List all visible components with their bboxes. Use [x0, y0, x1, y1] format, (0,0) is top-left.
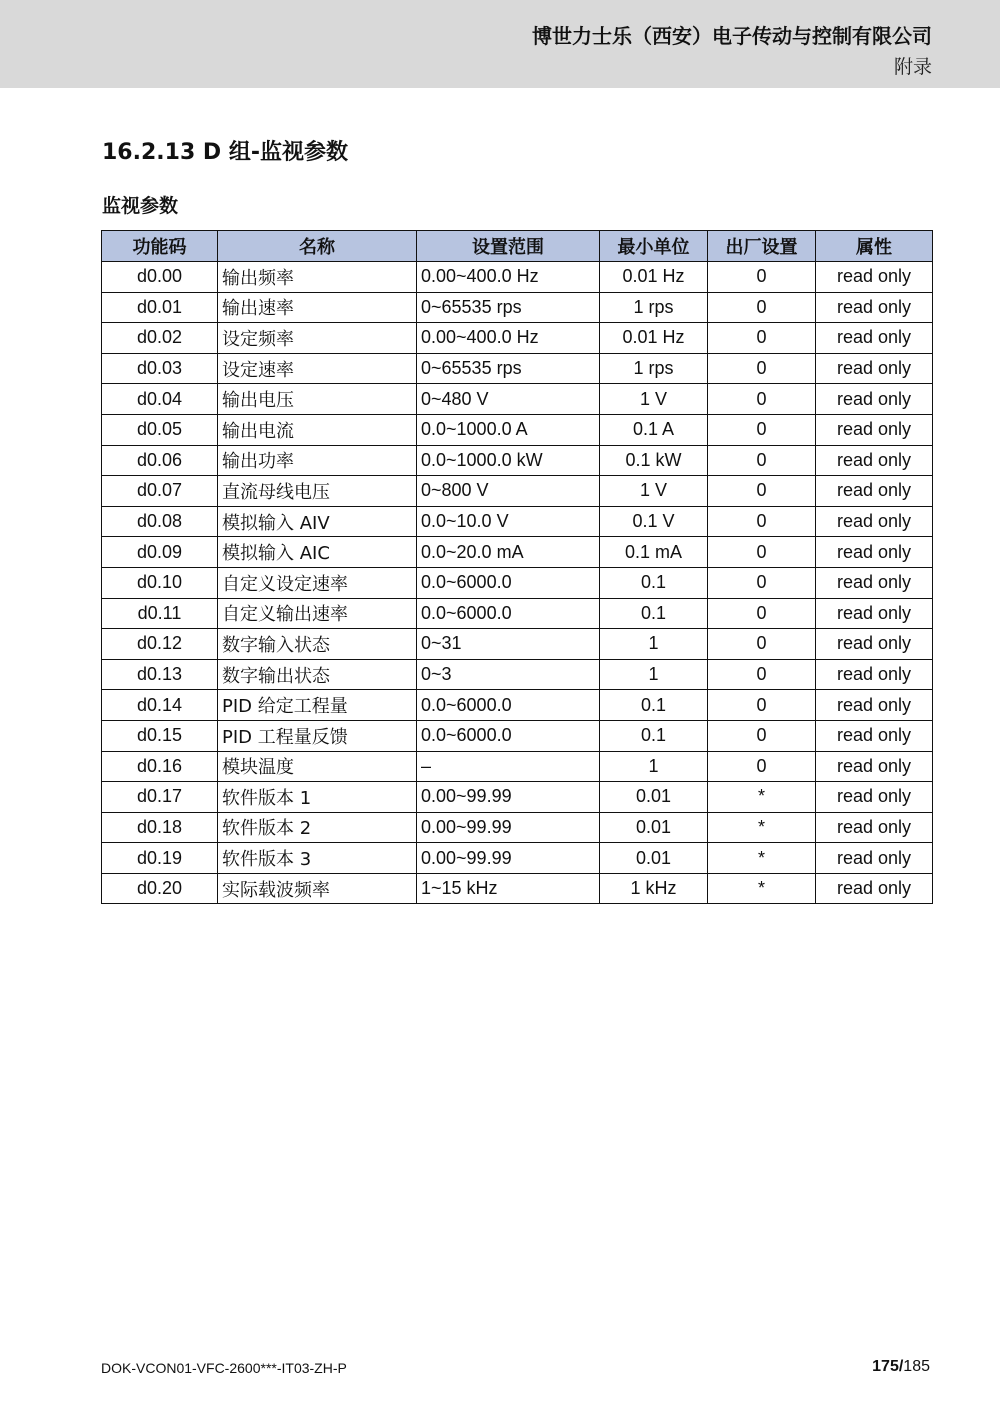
cell-factory: 0	[708, 445, 816, 476]
cell-factory: *	[708, 843, 816, 874]
cell-factory: 0	[708, 476, 816, 507]
cell-attribute: read only	[816, 353, 933, 384]
table-body	[102, 262, 933, 904]
cell-factory: 0	[708, 353, 816, 384]
cell-name: 软件版本 2	[218, 812, 417, 843]
cell-unit: 0.1 mA	[600, 537, 708, 568]
cell-attribute: read only	[816, 873, 933, 904]
cell-factory: 0	[708, 720, 816, 751]
company-name: 博世力士乐（西安）电子传动与控制有限公司	[532, 24, 932, 48]
cell-unit: 0.1	[600, 567, 708, 598]
cell-code: d0.09	[102, 537, 218, 568]
cell-code: d0.05	[102, 414, 218, 445]
cell-attribute: read only	[816, 262, 933, 293]
header-band	[0, 0, 1000, 88]
cell-code: d0.19	[102, 843, 218, 874]
cell-factory: 0	[708, 659, 816, 690]
column-header-code: 功能码	[102, 231, 218, 262]
cell-range: 0.0~20.0 mA	[417, 537, 600, 568]
subsection-title: 监视参数	[102, 195, 179, 217]
cell-name: 输出电压	[218, 384, 417, 415]
cell-unit: 0.1 V	[600, 506, 708, 537]
cell-code: d0.04	[102, 384, 218, 415]
table-row	[102, 598, 933, 629]
section-title: 16.2.13 D 组-监视参数	[102, 140, 348, 165]
cell-factory: 0	[708, 414, 816, 445]
cell-unit: 0.1 kW	[600, 445, 708, 476]
cell-code: d0.08	[102, 506, 218, 537]
column-header-attribute: 属性	[816, 231, 933, 262]
table-row	[102, 567, 933, 598]
table-row	[102, 873, 933, 904]
table-row	[102, 323, 933, 354]
cell-unit: 0.01 Hz	[600, 262, 708, 293]
column-header-unit: 最小单位	[600, 231, 708, 262]
cell-range: 0~65535 rps	[417, 353, 600, 384]
cell-factory: 0	[708, 690, 816, 721]
table-row	[102, 262, 933, 293]
document-id: DOK-VCON01-VFC-2600***-IT03-ZH-P	[101, 1360, 347, 1376]
cell-range: 0~480 V	[417, 384, 600, 415]
cell-unit: 1	[600, 751, 708, 782]
table-row	[102, 414, 933, 445]
cell-attribute: read only	[816, 843, 933, 874]
cell-factory: 0	[708, 629, 816, 660]
cell-attribute: read only	[816, 598, 933, 629]
cell-range: 0.0~6000.0	[417, 567, 600, 598]
cell-attribute: read only	[816, 506, 933, 537]
cell-attribute: read only	[816, 445, 933, 476]
cell-name: 模拟输入 AIV	[218, 506, 417, 537]
cell-attribute: read only	[816, 323, 933, 354]
cell-range: 1~15 kHz	[417, 873, 600, 904]
cell-code: d0.10	[102, 567, 218, 598]
cell-code: d0.07	[102, 476, 218, 507]
page-total: 185	[903, 1358, 930, 1375]
cell-code: d0.20	[102, 873, 218, 904]
cell-attribute: read only	[816, 720, 933, 751]
cell-attribute: read only	[816, 812, 933, 843]
cell-range: 0.00~99.99	[417, 782, 600, 813]
cell-unit: 1	[600, 659, 708, 690]
cell-unit: 1	[600, 629, 708, 660]
cell-unit: 0.1	[600, 720, 708, 751]
cell-range: 0.00~400.0 Hz	[417, 323, 600, 354]
cell-code: d0.14	[102, 690, 218, 721]
cell-name: 自定义输出速率	[218, 598, 417, 629]
cell-unit: 1 rps	[600, 292, 708, 323]
cell-range: 0.00~99.99	[417, 843, 600, 874]
table-row	[102, 782, 933, 813]
cell-code: d0.02	[102, 323, 218, 354]
cell-factory: 0	[708, 262, 816, 293]
cell-attribute: read only	[816, 659, 933, 690]
cell-factory: 0	[708, 323, 816, 354]
cell-factory: 0	[708, 567, 816, 598]
cell-unit: 0.01	[600, 843, 708, 874]
cell-range: 0.0~1000.0 A	[417, 414, 600, 445]
cell-factory: *	[708, 873, 816, 904]
cell-name: 模拟输入 AIC	[218, 537, 417, 568]
cell-attribute: read only	[816, 292, 933, 323]
cell-unit: 0.1 A	[600, 414, 708, 445]
cell-unit: 1 V	[600, 384, 708, 415]
table-row	[102, 843, 933, 874]
cell-name: 软件版本 3	[218, 843, 417, 874]
cell-range: 0~3	[417, 659, 600, 690]
cell-range: 0.0~6000.0	[417, 720, 600, 751]
cell-unit: 0.01	[600, 812, 708, 843]
table-row	[102, 353, 933, 384]
cell-unit: 0.01 Hz	[600, 323, 708, 354]
cell-code: d0.11	[102, 598, 218, 629]
table-row	[102, 690, 933, 721]
cell-range: 0.0~10.0 V	[417, 506, 600, 537]
cell-code: d0.06	[102, 445, 218, 476]
cell-range: 0~800 V	[417, 476, 600, 507]
cell-unit: 1 kHz	[600, 873, 708, 904]
page-current: 175/	[872, 1358, 904, 1375]
cell-attribute: read only	[816, 751, 933, 782]
table-row	[102, 629, 933, 660]
cell-range: 0.00~99.99	[417, 812, 600, 843]
table-row	[102, 506, 933, 537]
cell-factory: 0	[708, 384, 816, 415]
cell-name: 输出速率	[218, 292, 417, 323]
table-row	[102, 751, 933, 782]
cell-name: 输出频率	[218, 262, 417, 293]
column-header-factory: 出厂设置	[708, 231, 816, 262]
cell-attribute: read only	[816, 384, 933, 415]
cell-name: 输出功率	[218, 445, 417, 476]
table-row	[102, 720, 933, 751]
cell-name: 直流母线电压	[218, 476, 417, 507]
cell-attribute: read only	[816, 476, 933, 507]
cell-attribute: read only	[816, 690, 933, 721]
cell-name: 自定义设定速率	[218, 567, 417, 598]
cell-attribute: read only	[816, 782, 933, 813]
cell-code: d0.12	[102, 629, 218, 660]
cell-factory: 0	[708, 598, 816, 629]
table-row	[102, 812, 933, 843]
section-label: 附录	[893, 56, 932, 78]
cell-attribute: read only	[816, 629, 933, 660]
cell-name: 软件版本 1	[218, 782, 417, 813]
page-number	[872, 1358, 930, 1376]
cell-factory: 0	[708, 751, 816, 782]
cell-factory: 0	[708, 292, 816, 323]
cell-name: PID 给定工程量	[218, 690, 417, 721]
table-row	[102, 292, 933, 323]
cell-unit: 0.01	[600, 782, 708, 813]
cell-code: d0.16	[102, 751, 218, 782]
cell-name: 实际载波频率	[218, 873, 417, 904]
cell-name: 输出电流	[218, 414, 417, 445]
table-row	[102, 659, 933, 690]
cell-range: 0.00~400.0 Hz	[417, 262, 600, 293]
cell-name: PID 工程量反馈	[218, 720, 417, 751]
cell-name: 数字输入状态	[218, 629, 417, 660]
cell-attribute: read only	[816, 537, 933, 568]
cell-factory: 0	[708, 506, 816, 537]
table-row	[102, 537, 933, 568]
column-header-name: 名称	[218, 231, 417, 262]
cell-attribute: read only	[816, 567, 933, 598]
cell-unit: 0.1	[600, 690, 708, 721]
cell-range: –	[417, 751, 600, 782]
cell-factory: *	[708, 812, 816, 843]
cell-code: d0.13	[102, 659, 218, 690]
cell-code: d0.18	[102, 812, 218, 843]
cell-range: 0.0~6000.0	[417, 690, 600, 721]
cell-name: 数字输出状态	[218, 659, 417, 690]
cell-code: d0.03	[102, 353, 218, 384]
cell-unit: 1 V	[600, 476, 708, 507]
cell-code: d0.17	[102, 782, 218, 813]
cell-name: 模块温度	[218, 751, 417, 782]
table-row	[102, 445, 933, 476]
cell-code: d0.00	[102, 262, 218, 293]
table-row	[102, 476, 933, 507]
cell-name: 设定速率	[218, 353, 417, 384]
cell-factory: 0	[708, 537, 816, 568]
cell-range: 0.0~1000.0 kW	[417, 445, 600, 476]
cell-name: 设定频率	[218, 323, 417, 354]
table-header-row	[102, 231, 933, 262]
cell-attribute: read only	[816, 414, 933, 445]
cell-range: 0.0~6000.0	[417, 598, 600, 629]
column-header-range: 设置范围	[417, 231, 600, 262]
cell-code: d0.15	[102, 720, 218, 751]
monitor-parameters-table	[101, 230, 933, 904]
cell-range: 0~31	[417, 629, 600, 660]
cell-range: 0~65535 rps	[417, 292, 600, 323]
cell-factory: *	[708, 782, 816, 813]
cell-code: d0.01	[102, 292, 218, 323]
cell-unit: 0.1	[600, 598, 708, 629]
table-row	[102, 384, 933, 415]
cell-unit: 1 rps	[600, 353, 708, 384]
